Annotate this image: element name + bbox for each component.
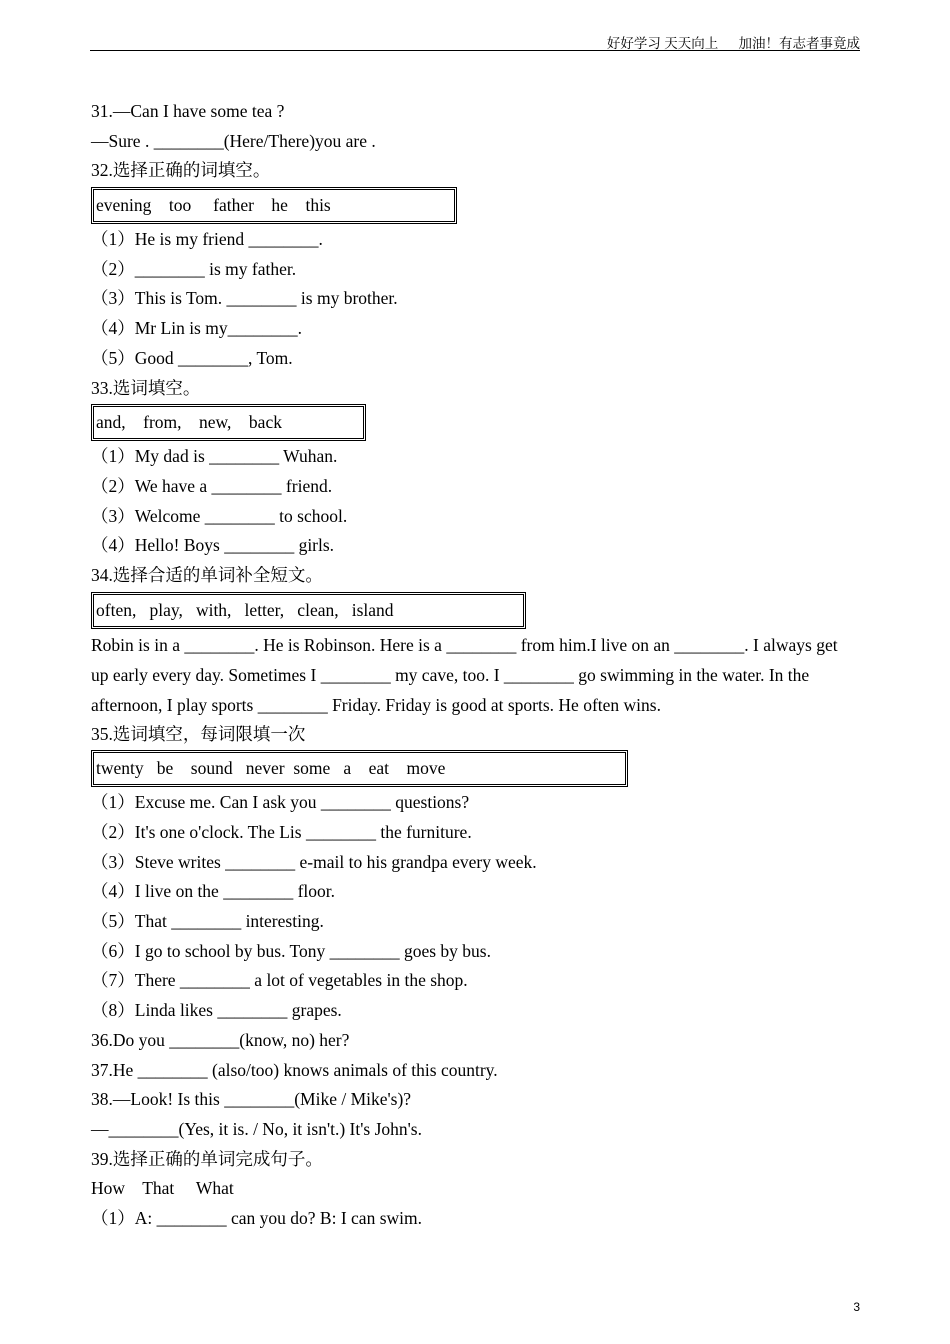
question-35-item: （6）I go to school by bus. Tony ________ goes by bus. — [91, 940, 491, 961]
question-35-item: （1）Excuse me. Can I ask you ________ questions? — [91, 792, 470, 813]
question-33-title: 33.选词填空。 — [91, 377, 201, 398]
question-38-line-2: —________(Yes, it is. / No, it isn't.) It's John's. — [91, 1118, 422, 1139]
question-34-word-box: often, play, with, letter, clean, island — [91, 592, 526, 629]
question-33-word-box: and, from, new, back — [91, 404, 366, 441]
header-text: 好好学习 天天向上 加油！有志者事竟成 — [606, 36, 860, 51]
question-34-passage: Robin is in a ________. He is Robinson. Here is a ________ from him.I live on an ________. I always get up early every day. Sometimes I ________ my cave, too. I ________ go swimming in the water. In the afternoon, I play sports ________ Friday. Friday is good at sports. He often wins. — [91, 634, 838, 715]
question-35-item: （4）I live on the ________ floor. — [91, 881, 336, 902]
question-36: 36.Do you ________(know, no) her? — [91, 1029, 350, 1050]
page-number: 3 — [853, 1300, 860, 1314]
question-31-line-2: —Sure . ________(Here/There)you are . — [91, 130, 376, 151]
question-35-item: （8）Linda likes ________ grapes. — [91, 1000, 342, 1021]
question-38-line-1: 38.—Look! Is this ________(Mike / Mike's)? — [91, 1089, 412, 1110]
question-32-item: （5）Good ________, Tom. — [91, 347, 293, 368]
question-35-item: （3）Steve writes ________ e-mail to his grandpa every week. — [91, 851, 537, 872]
question-35-item: （2）It's one o'clock. The Lis ________ the furniture. — [91, 822, 472, 842]
question-39-item: （1）A: ________ can you do? B: I can swim. — [91, 1207, 422, 1228]
question-32-title: 32.选择正确的词填空。 — [91, 160, 271, 181]
question-39-title: 39.选择正确的单词完成句子。 — [91, 1148, 323, 1169]
question-31-line-1: 31.—Can I have some tea ? — [91, 101, 285, 121]
question-33-item: （3）Welcome ________ to school. — [91, 505, 348, 526]
question-37: 37.He ________ (also/too) knows animals of this country. — [91, 1059, 498, 1080]
question-33-item: （2）We have a ________ friend. — [91, 475, 333, 496]
question-35-title: 35.选词填空，每词限填一次 — [91, 723, 306, 744]
question-32-item: （4）Mr Lin is my________. — [91, 318, 302, 339]
question-33-item: （4）Hello! Boys ________ girls. — [91, 535, 335, 556]
page-header — [90, 30, 860, 51]
question-32-item: （1）He is my friend ________. — [91, 229, 323, 250]
question-35-item: （7）There ________ a lot of vegetables in the shop. — [91, 970, 468, 991]
question-33-item: （1）My dad is ________ Wuhan. — [91, 446, 338, 467]
question-32-word-box: evening too father he this — [91, 187, 457, 224]
question-39-options: How That What — [91, 1178, 234, 1199]
question-35-item: （5）That ________ interesting. — [91, 911, 324, 932]
question-32-item: （2）________ is my father. — [91, 258, 297, 279]
worksheet-content — [91, 97, 861, 1234]
question-32-item: （3）This is Tom. ________ is my brother. — [91, 288, 398, 309]
question-35-word-box: twenty be sound never some a eat move — [91, 750, 628, 787]
question-34-title: 34.选择合适的单词补全短文。 — [91, 564, 323, 585]
